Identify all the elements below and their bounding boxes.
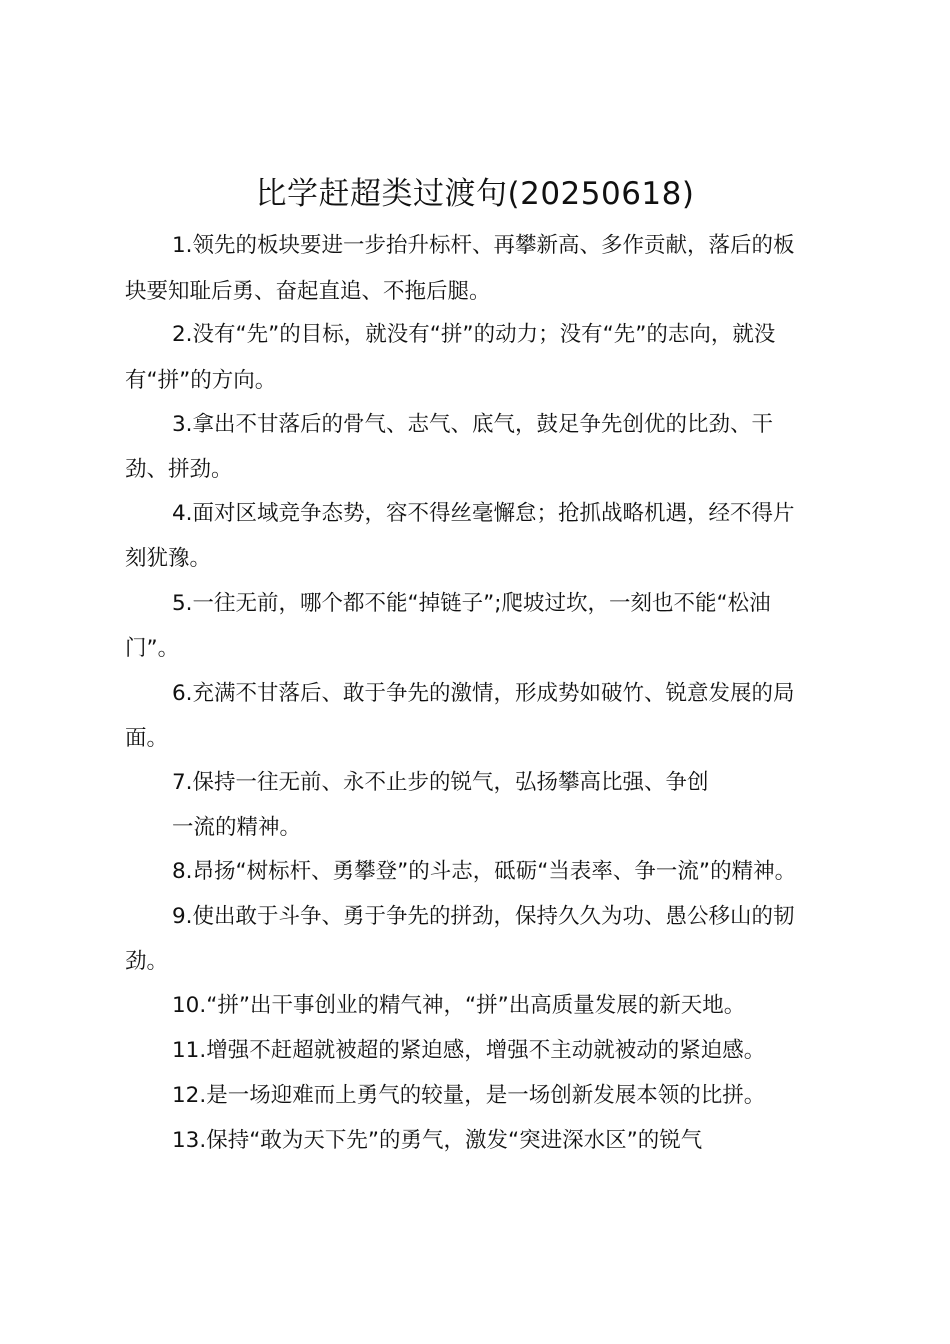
paragraph-2-line-2: 有“拼”的方向。 <box>125 368 277 393</box>
paragraph-10-line-1: 10.“拼”出干事创业的精气神，“拼”出高质量发展的新天地。 <box>172 993 746 1018</box>
paragraph-4-line-2: 刻犹豫。 <box>125 546 212 571</box>
paragraph-9-line-1: 9.使出敢于斗争、勇于争先的拼劲，保持久久为功、愚公移山的韧 <box>172 904 795 929</box>
paragraph-5-line-1: 5.一往无前，哪个都不能“掉链子”;爬坡过坎，一刻也不能“松油 <box>172 591 771 616</box>
paragraph-1-line-1: 1.领先的板块要进一步抬升标杆、再攀新高、多作贡献，落后的板 <box>172 233 795 258</box>
paragraph-9-line-2: 劲。 <box>125 949 169 974</box>
paragraph-6-line-2: 面。 <box>125 726 169 751</box>
document-title: 比学赶超类过渡句(20250618) <box>255 176 695 212</box>
paragraph-5-line-2: 门”。 <box>125 636 180 661</box>
paragraph-12-line-1: 12.是一场迎难而上勇气的较量，是一场创新发展本领的比拼。 <box>172 1083 766 1108</box>
paragraph-13-line-1: 13.保持“敢为天下先”的勇气，激发“突进深水区”的锐气 <box>172 1128 703 1153</box>
paragraph-7-line-2: 一流的精神。 <box>172 815 302 840</box>
paragraph-1-line-2: 块要知耻后勇、奋起直追、不拖后腿。 <box>125 279 491 304</box>
paragraph-7-line-1: 7.保持一往无前、永不止步的锐气，弘扬攀高比强、争创 <box>172 770 709 795</box>
paragraph-3-line-2: 劲、拼劲。 <box>125 457 233 482</box>
paragraph-2-line-1: 2.没有“先”的目标，就没有“拼”的动力；没有“先”的志向，就没 <box>172 322 776 347</box>
paragraph-4-line-1: 4.面对区域竞争态势，容不得丝毫懈怠；抢抓战略机遇，经不得片 <box>172 501 795 526</box>
paragraph-3-line-1: 3.拿出不甘落后的骨气、志气、底气，鼓足争先创优的比劲、干 <box>172 412 774 437</box>
paragraph-11-line-1: 11.增强不赶超就被超的紧迫感，增强不主动就被动的紧迫感。 <box>172 1038 766 1063</box>
paragraph-6-line-1: 6.充满不甘落后、敢于争先的激情，形成势如破竹、锐意发展的局 <box>172 681 795 706</box>
paragraph-8-line-1: 8.昂扬“树标杆、勇攀登”的斗志，砥砺“当表率、争一流”的精神。 <box>172 859 797 884</box>
